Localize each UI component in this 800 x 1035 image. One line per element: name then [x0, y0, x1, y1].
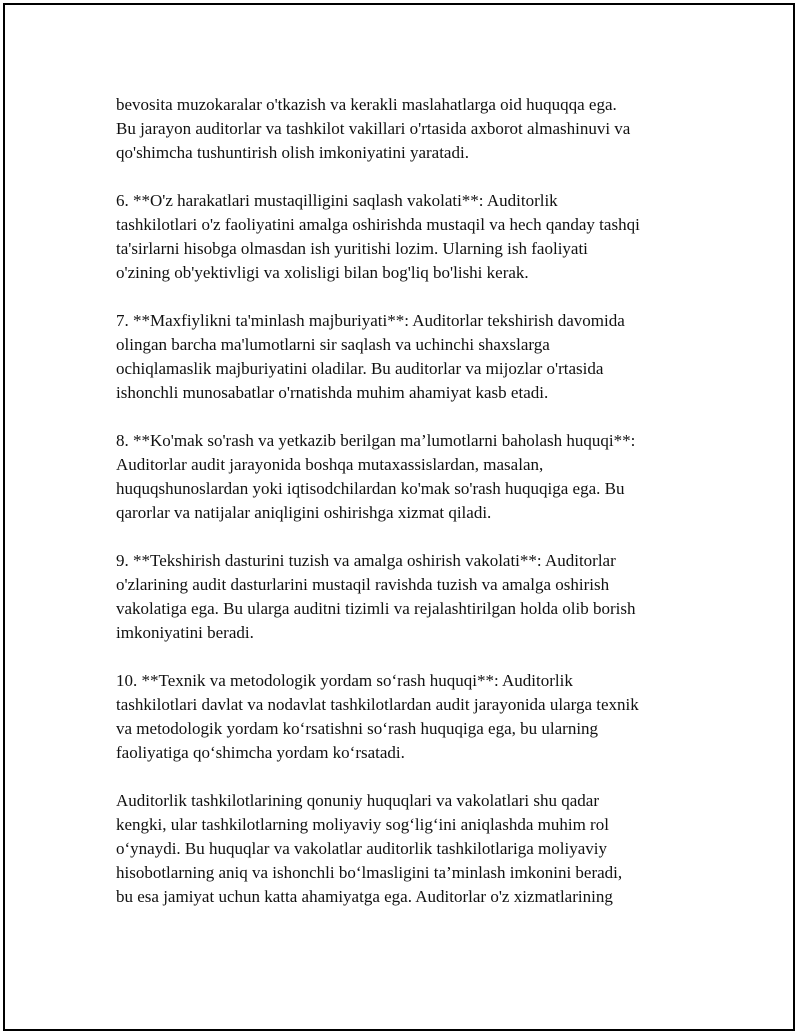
text-line: olingan barcha ma'lumotlarni sir saqlash va uchinchi shaxslarga	[116, 335, 550, 354]
text-line: qarorlar va natijalar aniqligini oshirishga xizmat qiladi.	[116, 503, 492, 522]
text-line: ta'sirlarni hisobga olmasdan ish yuritishi lozim. Ularning ish faoliyati	[116, 239, 588, 258]
text-line: 9. **Tekshirish dasturini tuzish va amalga oshirish vakolati**: Auditorlar	[116, 551, 616, 570]
document-body	[116, 93, 696, 933]
text-line: 10. **Texnik va metodologik yordam so‘rash huquqi**: Auditorlik	[116, 671, 573, 690]
text-line: hisobotlarning aniq va ishonchli bo‘lmasligini ta’minlash imkonini beradi,	[116, 863, 623, 882]
paragraph-item-8	[116, 429, 696, 525]
text-line: o'zlarining audit dasturlarini mustaqil ravishda tuzish va amalga oshirish	[116, 575, 610, 594]
text-line: qo'shimcha tushuntirish olish imkoniyatini yaratadi.	[116, 143, 469, 162]
text-line: o'zining ob'yektivligi va xolisligi bilan bog'liq bo'lishi kerak.	[116, 263, 529, 282]
text-line: ishonchli munosabatlar o'rnatishda muhim ahamiyat kasb etadi.	[116, 383, 549, 402]
text-line: bu esa jamiyat uchun katta ahamiyatga ega. Auditorlar o'z xizmatlarining	[116, 887, 613, 906]
text-line: vakolatiga ega. Bu ularga auditni tizimli va rejalashtirilgan holda olib borish	[116, 599, 636, 618]
text-line: Auditorlar audit jarayonida boshqa mutaxassislardan, masalan,	[116, 455, 544, 474]
paragraph-item-10	[116, 669, 696, 765]
text-line: 8. **Ko'mak so'rash va yetkazib berilgan ma’lumotlarni baholash huquqi**:	[116, 431, 636, 450]
text-line: kengki, ular tashkilotlarning moliyaviy sog‘lig‘ini aniqlashda muhim rol	[116, 815, 609, 834]
text-line: 6. **O'z harakatlari mustaqilligini saqlash vakolati**: Auditorlik	[116, 191, 558, 210]
text-line: imkoniyatini beradi.	[116, 623, 254, 642]
text-line: va metodologik yordam ko‘rsatishni so‘rash huquqiga ega, bu ularning	[116, 719, 599, 738]
text-line: Bu jarayon auditorlar va tashkilot vakillari o'rtasida axborot almashinuvi va	[116, 119, 631, 138]
paragraph-conclusion	[116, 789, 696, 909]
text-line: tashkilotlari davlat va nodavlat tashkilotlardan audit jarayonida ularga texnik	[116, 695, 639, 714]
text-line: Auditorlik tashkilotlarining qonuniy huquqlari va vakolatlari shu qadar	[116, 791, 599, 810]
text-line: 7. **Maxfiylikni ta'minlash majburiyati**: Auditorlar tekshirish davomida	[116, 311, 625, 330]
paragraph-item-6	[116, 189, 696, 285]
text-line: tashkilotlari o'z faoliyatini amalga oshirishda mustaqil va hech qanday tashqi	[116, 215, 640, 234]
text-line: bevosita muzokaralar o'tkazish va kerakli maslahatlarga oid huquqqa ega.	[116, 95, 617, 114]
paragraph-item-9	[116, 549, 696, 645]
paragraph-item-7	[116, 309, 696, 405]
text-line: faoliyatiga qo‘shimcha yordam ko‘rsatadi.	[116, 743, 405, 762]
text-line: ochiqlamaslik majburiyatini oladilar. Bu auditorlar va mijozlar o'rtasida	[116, 359, 604, 378]
text-line: o‘ynaydi. Bu huquqlar va vakolatlar auditorlik tashkilotlariga moliyaviy	[116, 839, 607, 858]
paragraph-intro-continuation	[116, 93, 696, 165]
text-line: huquqshunoslardan yoki iqtisodchilardan ko'mak so'rash huquqiga ega. Bu	[116, 479, 625, 498]
